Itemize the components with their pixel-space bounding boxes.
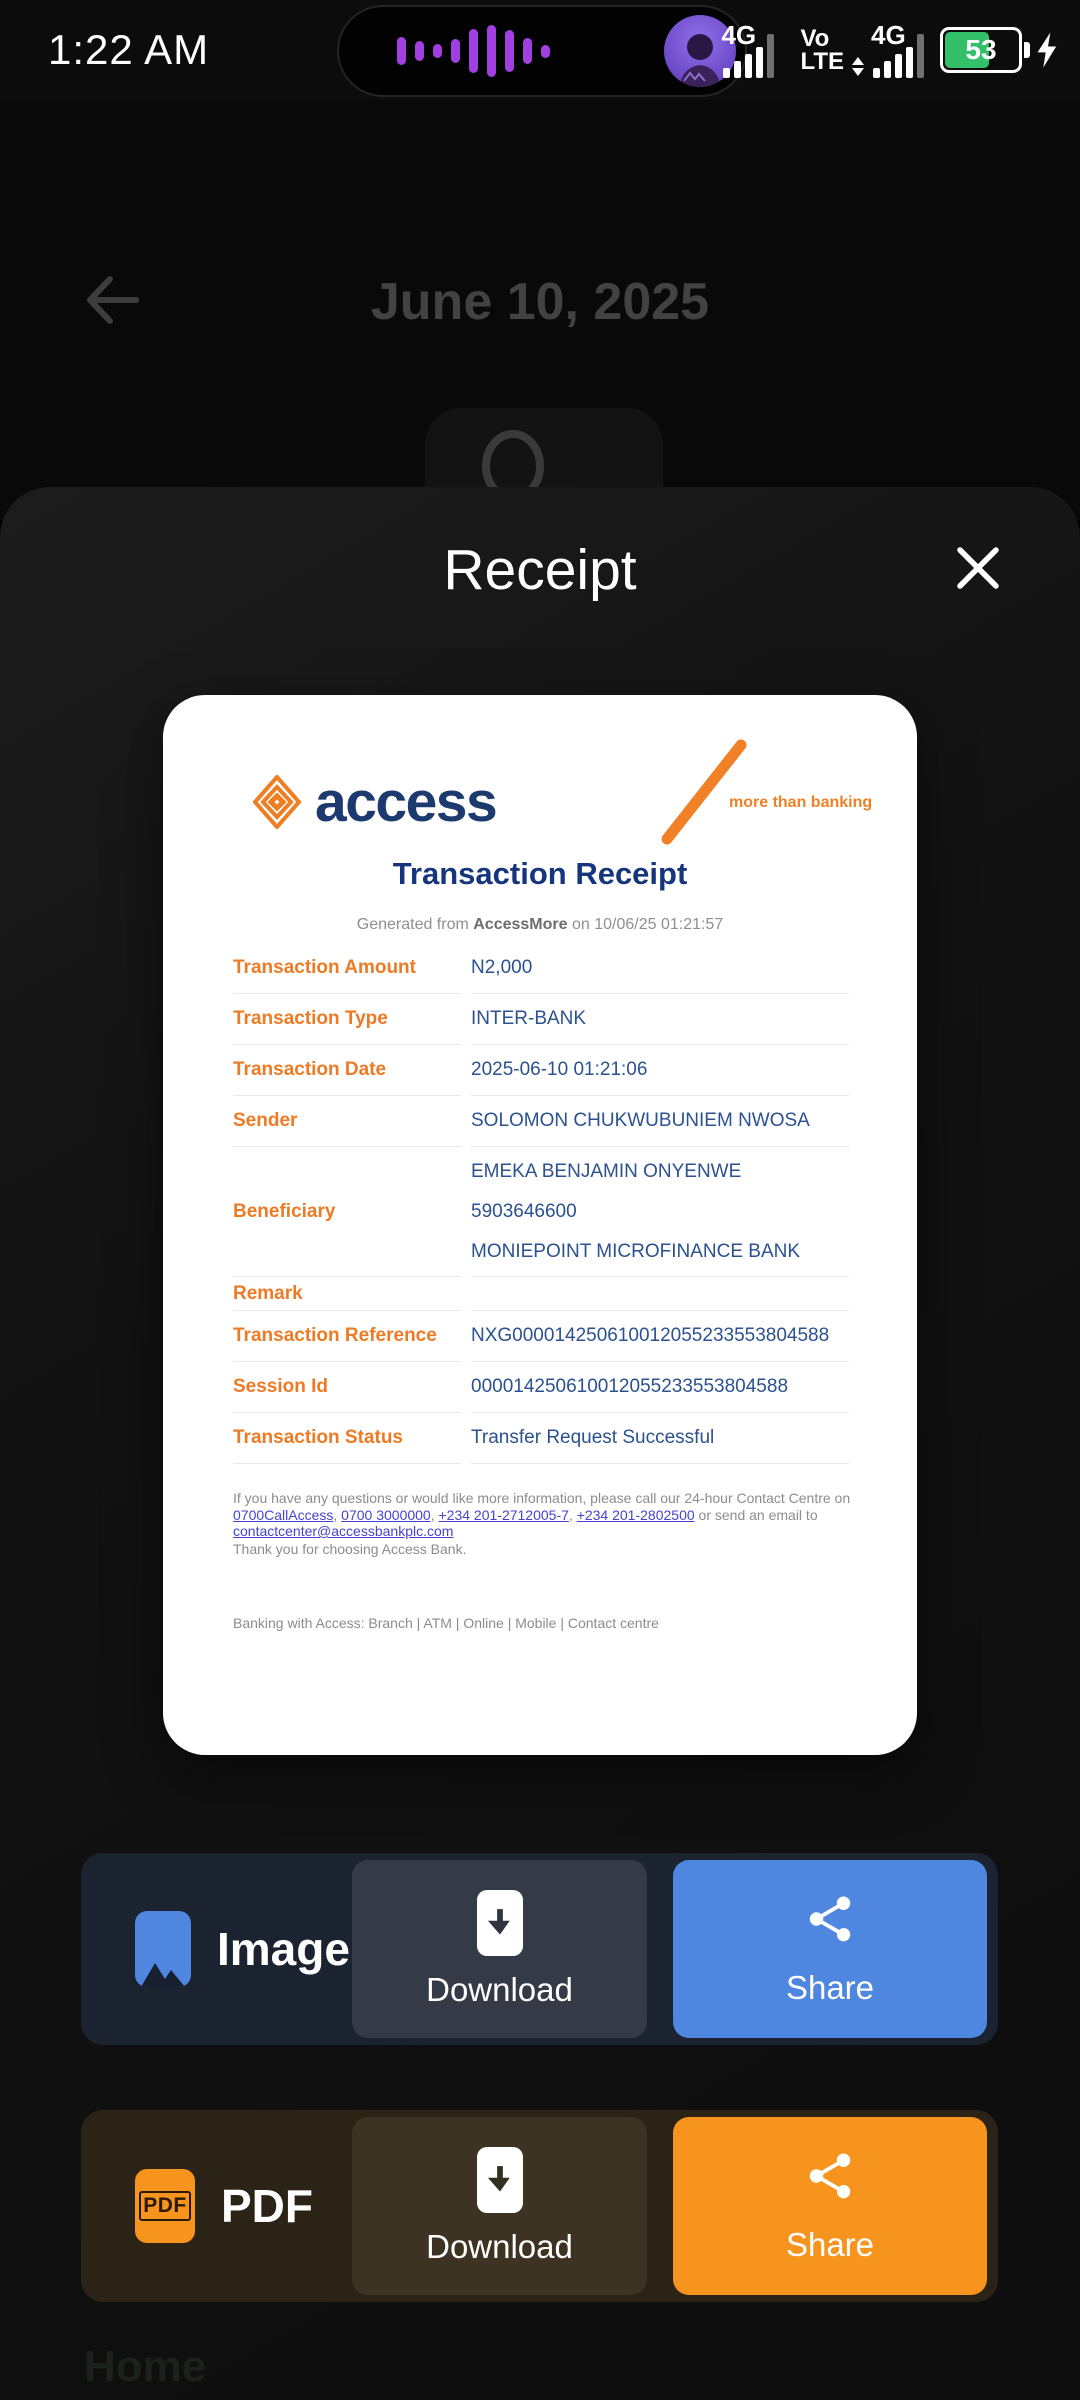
- share-icon: [803, 2149, 857, 2211]
- receipt-modal: [0, 487, 1080, 2400]
- home-label-dimmed: Home: [84, 2342, 207, 2391]
- share-icon: [803, 1892, 857, 1954]
- pdf-actions-row: [81, 2110, 998, 2302]
- row-value: INTER-BANK: [471, 994, 849, 1045]
- banking-channels-line: Banking with Access: Branch | ATM | Online | Mobile | Contact centre: [233, 1615, 659, 1631]
- row-label: Remark: [233, 1277, 461, 1311]
- row-label: Session Id: [233, 1362, 461, 1413]
- status-icons: [721, 0, 1062, 100]
- volte-icon: Vo LTE: [800, 25, 844, 75]
- brand-tagline: more than banking: [729, 794, 873, 811]
- contact-link[interactable]: 0700CallAccess: [233, 1506, 334, 1523]
- row-label: Sender: [233, 1096, 461, 1147]
- image-share-button[interactable]: Share: [673, 1860, 987, 2038]
- audio-waveform-icon: [397, 25, 550, 77]
- row-value: Transfer Request Successful: [471, 1413, 849, 1464]
- modal-title: Receipt: [443, 538, 637, 602]
- generated-line: Generated from AccessMore on 10/06/25 01:21:57: [356, 916, 724, 933]
- brand-wordmark: access: [315, 770, 497, 834]
- close-icon[interactable]: [952, 542, 1004, 594]
- row-value: [471, 1277, 849, 1311]
- receipt-row: [233, 1413, 849, 1464]
- download-icon: [477, 2147, 523, 2213]
- receipt-row: [233, 943, 849, 994]
- access-diamond-icon: [253, 775, 301, 829]
- pdf-file-icon: PDF: [135, 2169, 195, 2243]
- row-value: SOLOMON CHUKWUBUNIEM NWOSA: [471, 1096, 849, 1147]
- row-value: EMEKA BENJAMIN ONYENWE 5903646600 MONIEPOINT MICROFINANCE BANK: [471, 1147, 849, 1277]
- download-icon: [477, 1890, 523, 1956]
- row-value: N2,000: [471, 943, 849, 994]
- row-label: Transaction Date: [233, 1045, 461, 1096]
- receipt-row: [233, 1045, 849, 1096]
- pdf-row-label: PDF: [221, 2180, 313, 2232]
- row-label: Transaction Status: [233, 1413, 461, 1464]
- status-bar: [0, 0, 1080, 100]
- image-row-label: Image: [217, 1923, 350, 1975]
- thanks-line: Thank you for choosing Access Bank.: [233, 1540, 467, 1557]
- pdf-share-button[interactable]: Share: [673, 2117, 987, 2295]
- row-label: Transaction Type: [233, 994, 461, 1045]
- access-bank-logo: [253, 769, 496, 835]
- row-value: 2025-06-10 01:21:06: [471, 1045, 849, 1096]
- battery-percent: 53: [965, 34, 997, 65]
- camera-notch-media-pill[interactable]: [337, 5, 747, 97]
- row-label: Transaction Reference: [233, 1311, 461, 1362]
- charging-bolt-icon: [1034, 31, 1062, 69]
- row-value: NXG000014250610012055233553804588: [471, 1311, 849, 1362]
- row-label: Transaction Amount: [233, 943, 461, 994]
- pdf-download-button[interactable]: Download: [352, 2117, 647, 2295]
- signal-strength-icon-1: 4G: [721, 20, 783, 80]
- receipt-row: [233, 1147, 849, 1277]
- battery-icon: [940, 27, 1062, 73]
- contact-link[interactable]: contactcenter@accessbankplc.com: [233, 1523, 454, 1539]
- image-row-header: [135, 1853, 350, 2045]
- receipt-row: [233, 1277, 849, 1311]
- receipt-row: [233, 994, 849, 1045]
- image-actions-row: [81, 1853, 998, 2045]
- receipt-title: Transaction Receipt: [392, 856, 688, 891]
- clock: 1:22 AM: [48, 26, 210, 73]
- row-value: 000014250610012055233553804588: [471, 1362, 849, 1413]
- receipt-row: [233, 1311, 849, 1362]
- receipt-fineprint: If you have any questions or would like more information, please call our 24-hour Contact Centre on 0700CallAccess, 0700 3000000, +234 201-2712005-7, +234 201-2802500 or send an email to contactcenter@accessbankplc.com Thank you for choosing Access Bank.: [233, 1490, 855, 1557]
- page-title-date: June 10, 2025: [370, 273, 710, 331]
- row-label: Beneficiary: [233, 1147, 461, 1277]
- receipt-row: [233, 1362, 849, 1413]
- contact-link[interactable]: +234 201-2712005-7: [438, 1506, 569, 1523]
- contact-link[interactable]: 0700 3000000: [341, 1506, 431, 1523]
- image-download-button[interactable]: Download: [352, 1860, 647, 2038]
- signal-strength-icon-2: 4G: [861, 20, 923, 80]
- receipt-row: [233, 1096, 849, 1147]
- orange-slash-icon: [657, 739, 749, 845]
- transaction-receipt-card: [163, 695, 917, 1755]
- pdf-row-header: [135, 2110, 313, 2302]
- dimmed-background: [0, 100, 1080, 520]
- image-file-icon: [135, 1911, 191, 1987]
- contact-link[interactable]: +234 201-2802500: [576, 1506, 695, 1523]
- receipt-table: [233, 943, 849, 1464]
